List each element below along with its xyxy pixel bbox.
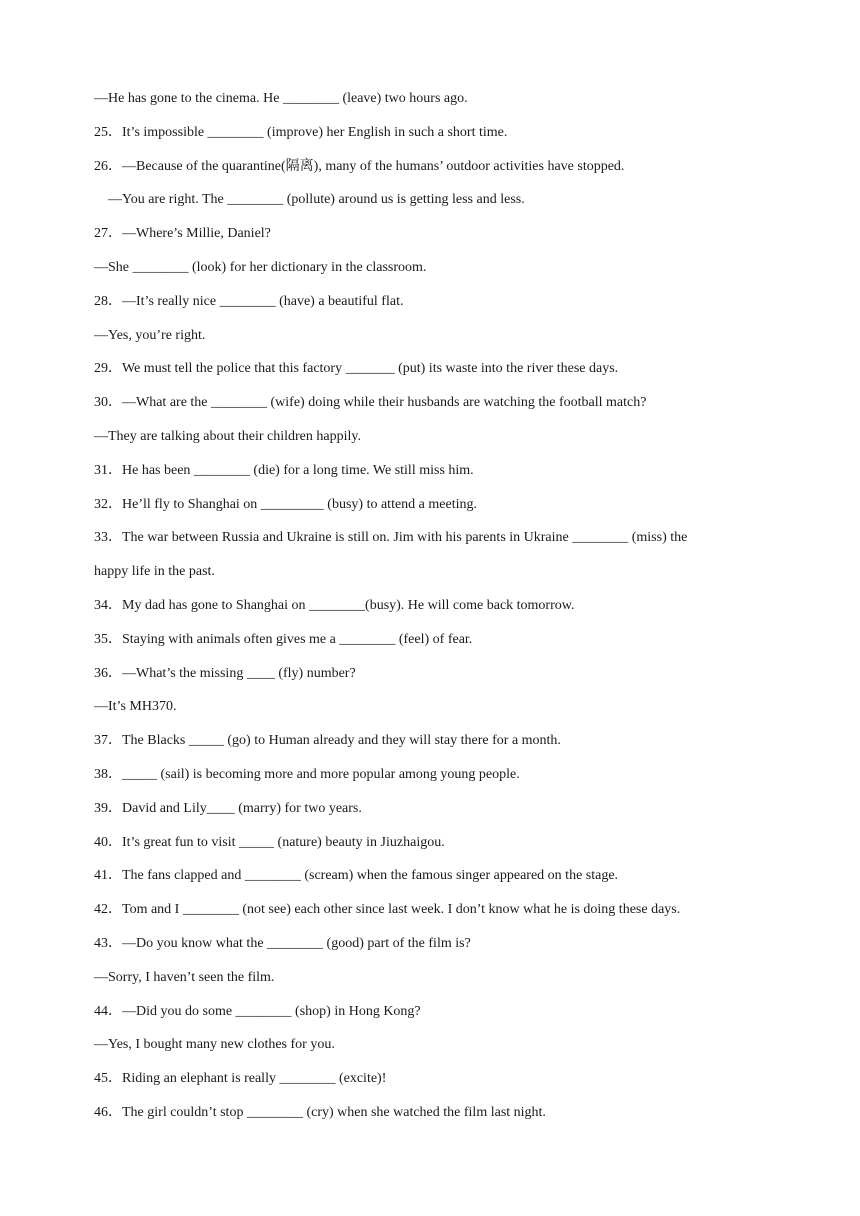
exercise-line: 26．—Because of the quarantine(隔离), many of the humans’ outdoor activities have stopped. [94,158,625,174]
exercise-line: 37．The Blacks _____ (go) to Human already and they will stay there for a month. [94,733,561,749]
exercise-line: 32．He’ll fly to Shanghai on _________ (busy) to attend a meeting. [94,496,477,512]
exercise-line: —They are talking about their children happily. [94,428,361,444]
exercise-line: 42．Tom and I ________ (not see) each other since last week. I don’t know what he is doing these days. [94,902,681,918]
exercise-line: —It’s MH370. [94,699,177,715]
exercise-line: happy life in the past. [94,564,215,580]
exercise-line: 25．It’s impossible ________ (improve) her English in such a short time. [94,124,508,140]
exercise-line: —Sorry, I haven’t seen the film. [94,969,275,985]
exercise-line: 41．The fans clapped and ________ (scream) when the famous singer appeared on the stage. [94,868,619,884]
exercise-line: 35．Staying with animals often gives me a ________ (feel) of fear. [94,631,473,647]
exercise-line: 33．The war between Russia and Ukraine is still on. Jim with his parents in Ukraine ________ (miss) the [94,530,688,546]
exercise-line: —Yes, you’re right. [94,327,206,343]
exercise-line: 43．—Do you know what the ________ (good) part of the film is? [94,935,471,951]
exercise-line: 44．—Did you do some ________ (shop) in Hong Kong? [94,1003,421,1019]
exercise-line: 30．—What are the ________ (wife) doing while their husbands are watching the football match? [94,395,647,411]
exercise-line: 28．—It’s really nice ________ (have) a beautiful flat. [94,293,404,309]
exercise-line: 36．—What’s the missing ____ (fly) number? [94,665,356,681]
exercise-line: 38．_____ (sail) is becoming more and more popular among young people. [94,766,520,782]
exercise-line: 31．He has been ________ (die) for a long time. We still miss him. [94,462,474,478]
exercise-list [0,89,860,1137]
exercise-line: —She ________ (look) for her dictionary in the classroom. [94,259,427,275]
exercise-line: —You are right. The ________ (pollute) around us is getting less and less. [108,192,525,208]
exercise-line: 40．It’s great fun to visit _____ (nature) beauty in Jiuzhaigou. [94,834,445,850]
exercise-line: 39．David and Lily____ (marry) for two years. [94,800,362,816]
exercise-line: 27．—Where’s Millie, Daniel? [94,226,271,242]
exercise-line: —Yes, I bought many new clothes for you. [94,1037,335,1053]
exercise-line: 34．My dad has gone to Shanghai on ________(busy). He will come back tomorrow. [94,597,575,613]
exercise-line: 45．Riding an elephant is really ________ (excite)! [94,1071,387,1087]
exercise-line: —He has gone to the cinema. He ________ (leave) two hours ago. [94,91,468,106]
exercise-line: 46．The girl couldn’t stop ________ (cry) when she watched the film last night. [94,1104,546,1120]
exercise-line: 29．We must tell the police that this factory _______ (put) its waste into the river these days. [94,361,619,377]
